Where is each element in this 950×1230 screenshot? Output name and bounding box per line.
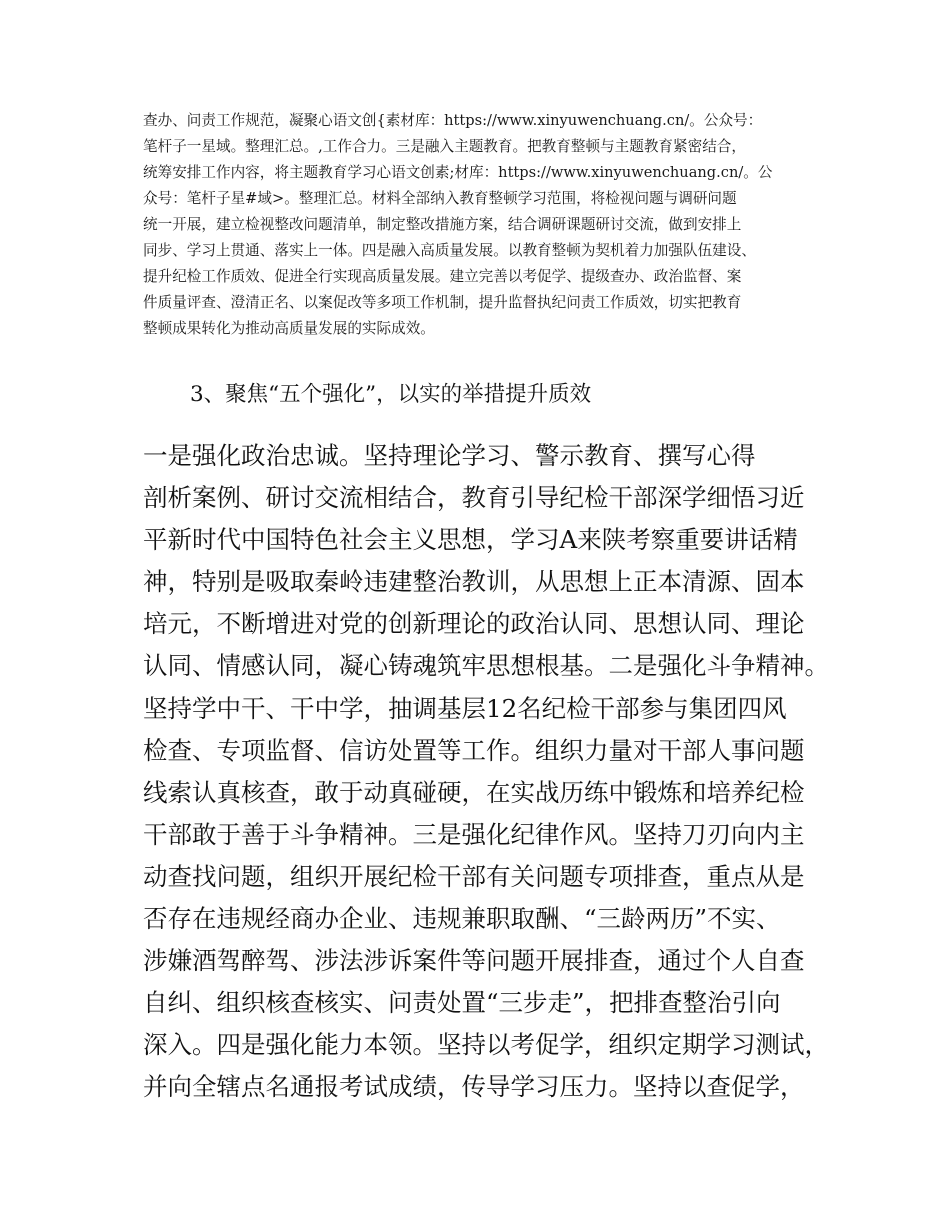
text-line: 认同、情感认同，凝心铸魂筑牢思想根基。二是强化斗争精神。: [143, 651, 829, 681]
text-line: 神，特别是吸取秦岭违建整治教训，从思想上正本清源、固本: [143, 567, 805, 597]
text-line: 平新时代中国特色社会主义思想，学习A来陕考察重要讲话精: [143, 525, 798, 555]
text-line: 涉嫌酒驾醉驾、涉法涉诉案件等问题开展排查，通过个人自查: [143, 946, 805, 976]
text-line: 一是强化政治忠诚。坚持理论学习、警示教育、撰写心得: [143, 441, 756, 470]
text-line: 件质量评查、澄清正名、以案促改等多项工作机制，提升监督执纪问责工作质效，切实把教育: [143, 294, 742, 311]
text-line: 动查找问题，组织开展纪检干部有关问题专项排查，重点从是: [143, 861, 805, 891]
text-line: 培元，不断增进对党的创新理论的政治认同、思想认同、理论: [143, 609, 805, 639]
text-line: 并向全辖点名通报考试成绩，传导学习压力。坚持以查促学，: [143, 1072, 805, 1102]
body-paragraph: [143, 435, 833, 1109]
text-line: 否存在违规经商办企业、违规兼职取酬、“三龄两历”不实、: [143, 904, 781, 934]
text-line: 统筹安排工作内容，将主题教育学习心语文创素;材库：https://www.xinyuwenchuang.cn/。公: [143, 164, 773, 181]
intro-paragraph: [143, 108, 833, 342]
text-line: 同步、学习上贯通、落实上一体。四是融入高质量发展。以教育整顿为契机着力加强队伍建设、: [143, 242, 756, 259]
text-line: 众号：笔杆子星#域>。整理汇总。材料全部纳入教育整顿学习范围，将检视问题与调研问题: [143, 190, 737, 207]
text-line: 剖析案例、研讨交流相结合，教育引导纪检干部深学细悟习近: [143, 483, 805, 513]
text-line: 提升纪检工作质效、促进全行实现高质量发展。建立完善以考促学、提级查办、政治监督、案: [143, 268, 742, 285]
text-line: 笔杆子一星域。整理汇总。,工作合力。三是融入主题教育。把教育整顿与主题教育紧密结合，: [143, 138, 746, 155]
text-line: 整顿成果转化为推动高质量发展的实际成效。: [143, 320, 435, 337]
text-line: 深入。四是强化能力本领。坚持以考促学，组织定期学习测试，: [143, 1030, 829, 1060]
text-line: 自纠、组织核查核实、问责处置“三步走”，把排查整治引向: [143, 988, 781, 1018]
text-line: 干部敢于善于斗争精神。三是强化纪律作风。坚持刀刃向内主: [143, 819, 805, 849]
text-line: 查办、问责工作规范，凝聚心语文创{素材库：https://www.xinyuwenchuang.cn/。公众号：: [143, 112, 763, 129]
section-heading: 3、聚焦“五个强化”，以实的举措提升质效: [190, 382, 592, 407]
text-line: 线索认真核查，敢于动真碰硬，在实战历练中锻炼和培养纪检: [143, 777, 805, 807]
text-line: 统一开展，建立检视整改问题清单，制定整改措施方案，结合调研课题研讨交流，做到安排上: [143, 216, 742, 233]
text-line: 坚持学中干、干中学，抽调基层12名纪检干部参与集团四风: [143, 693, 787, 723]
text-line: 检查、专项监督、信访处置等工作。组织力量对干部人事问题: [143, 735, 805, 765]
